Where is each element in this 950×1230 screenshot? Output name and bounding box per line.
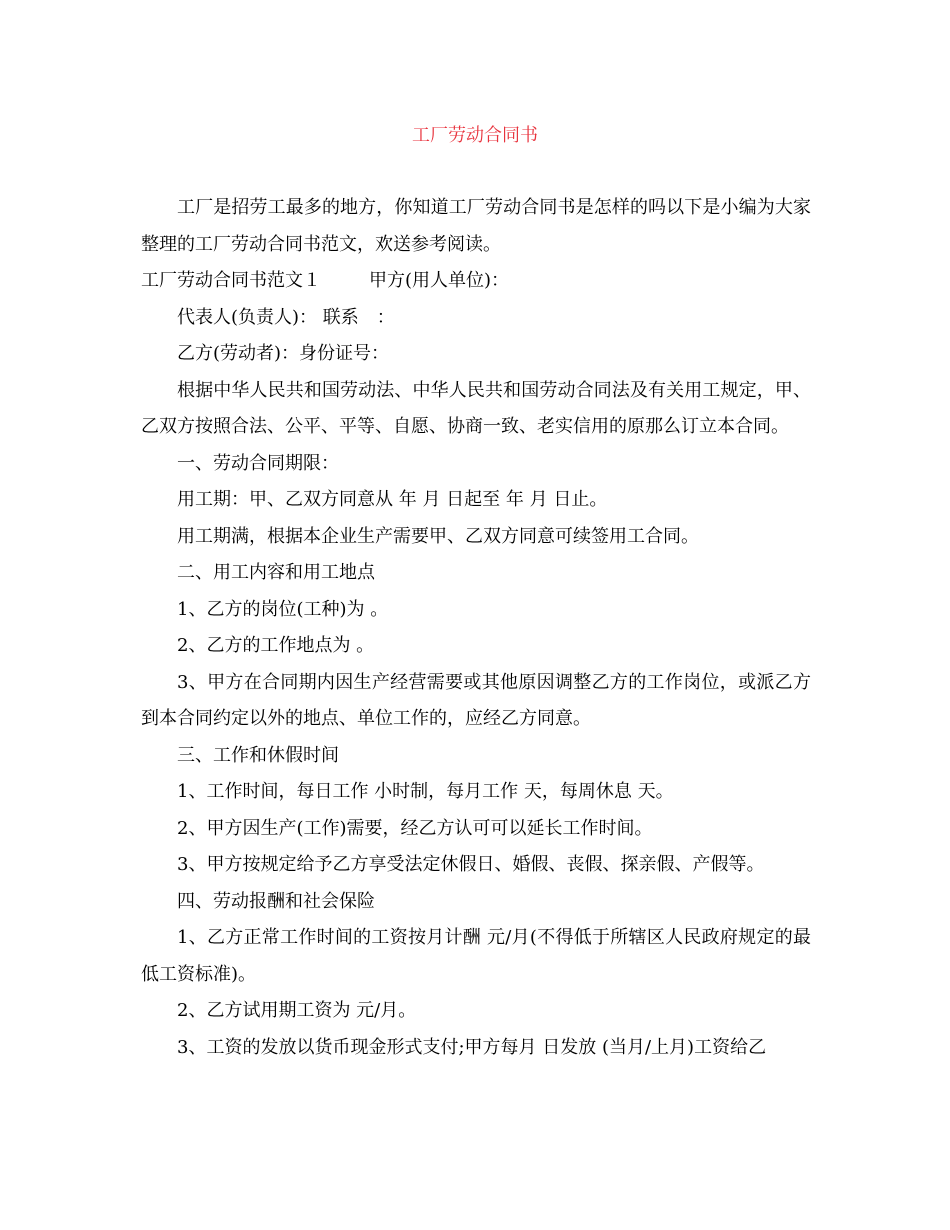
section-3-paragraph-1: 1、工作时间，每日工作 小时制，每月工作 天，每周休息 天。 xyxy=(177,781,674,802)
section-1-paragraph-2: 用工期满，根据本企业生产需要甲、乙双方同意可续签用工合同。 xyxy=(177,525,699,547)
representative-line: 代表人(负责人)： 联系 ： xyxy=(177,306,395,328)
section-3-paragraph-2: 2、甲方因生产(工作)需要，经乙方认可可以延长工作时间。 xyxy=(177,817,653,839)
section-2-paragraph-3: 3、甲方在合同期内因生产经营需要或其他原因调整乙方的工作岗位，或派乙方到本合同约定以外的地点、单位工作的，应经乙方同意。 xyxy=(141,671,811,729)
section-3-heading: 三、工作和休假时间 xyxy=(177,744,339,766)
document-title: 工厂劳动合同书 xyxy=(412,125,538,146)
section-2-paragraph-1: 1、乙方的岗位(工种)为 。 xyxy=(177,598,389,620)
section-heading: 工厂劳动合同书范文１ xyxy=(141,270,321,291)
basis-paragraph: 根据中华人民共和国劳动法、中华人民共和国劳动合同法及有关用工规定，甲、乙双方按照合法、公平、平等、自愿、协商一致、老实信用的原那么订立本合同。 xyxy=(141,379,811,437)
party-b-line: 乙方(劳动者)：身份证号： xyxy=(177,343,390,364)
section-4-paragraph-2: 2、乙方试用期工资为 元/月。 xyxy=(177,1000,417,1021)
section-1-paragraph-1: 用工期：甲、乙双方同意从 年 月 日起至 年 月 日止。 xyxy=(177,489,608,510)
section-4-paragraph-1: 1、乙方正常工作时间的工资按月计酬 元/月(不得低于所辖区人民政府规定的最低工资标准)。 xyxy=(141,927,811,985)
section-3-paragraph-3: 3、甲方按规定给予乙方享受法定休假日、婚假、丧假、探亲假、产假等。 xyxy=(177,854,765,875)
intro-paragraph: 工厂是招劳工最多的地方，你知道工厂劳动合同书是怎样的吗以下是小编为大家整理的工厂劳动合同书范文，欢送参考阅读。 xyxy=(141,197,811,255)
section-4-heading: 四、劳动报酬和社会保险 xyxy=(177,890,375,912)
section-1-heading: 一、劳动合同期限： xyxy=(177,452,339,474)
section-2-heading: 二、用工内容和用工地点 xyxy=(177,562,375,583)
section-4-paragraph-3: 3、工资的发放以货币现金形式支付;甲方每月 日发放 (当月/上月)工资给乙 xyxy=(177,1036,767,1058)
section-2-paragraph-2: 2、乙方的工作地点为 。 xyxy=(177,635,375,656)
document-body xyxy=(141,190,811,1066)
section-heading-line xyxy=(141,263,811,300)
party-a-label: 甲方(用人单位)： xyxy=(369,270,510,291)
